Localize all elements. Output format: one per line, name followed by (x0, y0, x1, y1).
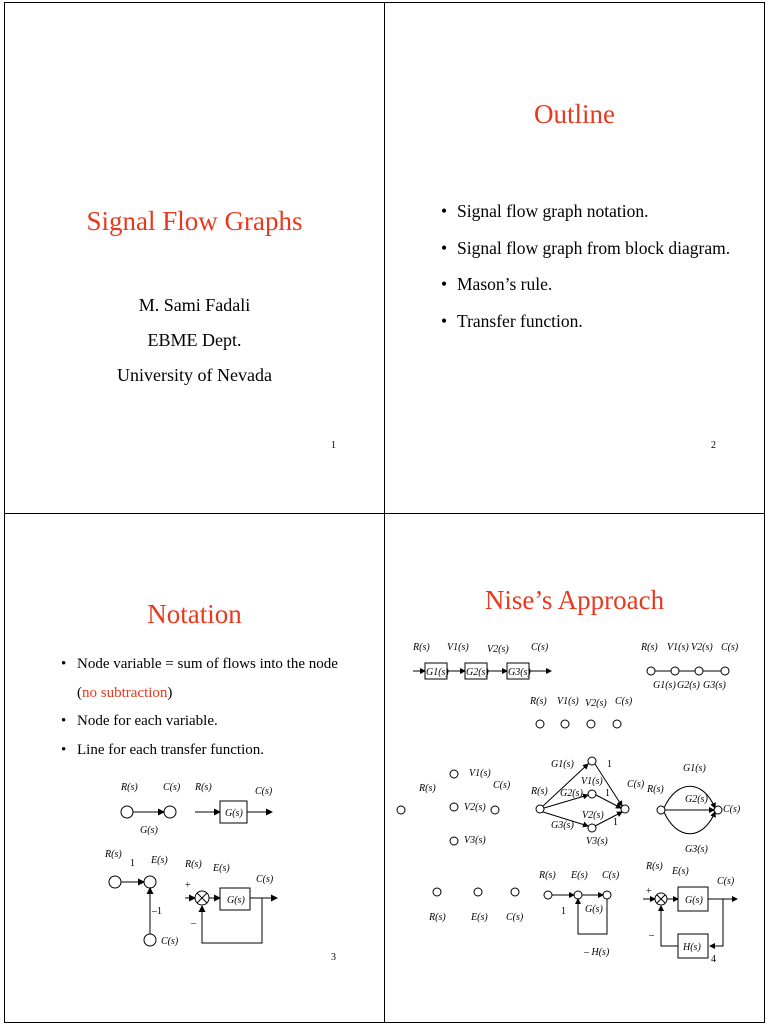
svg-text:G1(s): G1(s) (551, 759, 574, 770)
svg-text:C(s): C(s) (493, 780, 511, 791)
feedback-block-diagram (184, 859, 277, 943)
list-item: • Node variable = sum of flows into the node (no subtraction) (61, 650, 381, 707)
svg-text:G(s): G(s) (585, 904, 603, 915)
list-item: • Line for each transfer function. (61, 736, 381, 765)
node-e (144, 876, 156, 888)
list-item: • Transfer function. (441, 303, 730, 340)
slide-3 (4, 513, 385, 1023)
svg-text:R(s): R(s) (647, 784, 664, 795)
block-diagram-example (194, 782, 273, 823)
svg-text:1: 1 (605, 788, 610, 799)
bullet-icon: • (441, 237, 448, 258)
label-r: R(s) (121, 782, 138, 793)
svg-text:C(s): C(s) (615, 696, 633, 707)
svg-text:V2(s): V2(s) (464, 802, 486, 813)
svg-text:E(s): E(s) (471, 912, 488, 923)
svg-text:C(s): C(s) (506, 912, 524, 923)
label-minus-one: –1 (152, 906, 162, 917)
label-e: E(s) (151, 855, 168, 866)
slide-1-title: Signal Flow Graphs (86, 206, 303, 236)
slide-1 (4, 2, 385, 514)
label-g: G(s) (227, 895, 245, 906)
svg-text:G(s): G(s) (685, 895, 703, 906)
svg-text:G3(s): G3(s) (685, 844, 708, 855)
cascade-sfg (640, 642, 739, 691)
page-number: 2 (711, 440, 716, 451)
svg-text:– H(s): – H(s) (584, 947, 610, 958)
feedback-block-diagram (643, 861, 737, 958)
svg-text:R(s): R(s) (531, 786, 548, 797)
svg-text:R(s): R(s) (419, 783, 436, 794)
slide-4-title: Nise’s Approach (484, 585, 665, 615)
bullet-icon: • (441, 201, 448, 221)
svg-text:V2(s): V2(s) (582, 810, 604, 821)
bullet-icon: • (441, 274, 448, 294)
svg-text:V2(s): V2(s) (691, 642, 713, 653)
svg-text:G1(s): G1(s) (683, 763, 706, 774)
svg-text:C(s): C(s) (717, 876, 735, 887)
svg-text:1: 1 (561, 906, 566, 917)
label-e: E(s) (213, 863, 230, 874)
label-minus: – (191, 918, 196, 929)
svg-text:R(s): R(s) (413, 642, 430, 653)
label-g: G(s) (225, 808, 243, 819)
svg-text:V3(s): V3(s) (464, 835, 486, 846)
svg-text:V1(s): V1(s) (667, 642, 689, 653)
svg-text:R(s): R(s) (646, 861, 663, 872)
label-c: C(s) (163, 782, 181, 793)
svg-text:G3(s): G3(s) (508, 667, 531, 678)
svg-text:+: + (646, 886, 652, 897)
label-r: R(s) (195, 782, 212, 793)
parallel-nodes-only (397, 768, 511, 846)
bullet-icon: • (441, 310, 448, 331)
page-number: 4 (711, 954, 716, 965)
page-number: 3 (331, 952, 336, 963)
svg-text:C(s): C(s) (723, 804, 741, 815)
svg-text:G2(s): G2(s) (677, 680, 700, 691)
label-one: 1 (130, 858, 135, 869)
svg-text:1: 1 (607, 759, 612, 770)
cascade-block-diagram (412, 642, 551, 679)
svg-text:C(s): C(s) (721, 642, 739, 653)
svg-text:R(s): R(s) (429, 912, 446, 923)
slide-3-title: Notation (147, 599, 242, 629)
svg-text:G2(s): G2(s) (560, 788, 583, 799)
svg-text:V2(s): V2(s) (487, 644, 509, 655)
bullet-icon: • (61, 713, 67, 729)
label-r: R(s) (185, 859, 202, 870)
svg-text:V1(s): V1(s) (581, 776, 603, 787)
svg-text:R(s): R(s) (641, 642, 658, 653)
svg-text:C(s): C(s) (627, 779, 645, 790)
svg-text:V1(s): V1(s) (447, 642, 469, 653)
label-g: G(s) (140, 825, 158, 836)
list-item: • Signal flow graph from block diagram. (441, 230, 730, 267)
svg-text:G2(s): G2(s) (685, 794, 708, 805)
svg-text:–: – (649, 930, 654, 941)
slide-4 (384, 513, 765, 1023)
bullet-icon: • (61, 656, 67, 672)
svg-text:V1(s): V1(s) (469, 768, 491, 779)
notation-list (61, 650, 381, 764)
svg-text:R(s): R(s) (539, 870, 556, 881)
svg-text:R(s): R(s) (530, 696, 547, 707)
page-number: 1 (331, 440, 336, 451)
svg-text:E(s): E(s) (571, 870, 588, 881)
label-c: C(s) (161, 936, 179, 947)
node-r (109, 876, 121, 888)
parallel-sfg (530, 757, 645, 847)
svg-text:C(s): C(s) (531, 642, 549, 653)
bullet-icon: • (61, 741, 67, 758)
sfg-branch-diagram (120, 782, 181, 836)
svg-text:E(s): E(s) (672, 866, 689, 877)
svg-text:G2(s): G2(s) (466, 667, 489, 678)
svg-text:G3(s): G3(s) (703, 680, 726, 691)
svg-text:V3(s): V3(s) (586, 836, 608, 847)
svg-text:C(s): C(s) (602, 870, 620, 881)
outline-list (441, 193, 730, 339)
svg-text:G1(s): G1(s) (653, 680, 676, 691)
label-c: C(s) (256, 874, 274, 885)
author-university: University of Nevada (117, 365, 272, 385)
list-item: • Node for each variable. (61, 707, 381, 736)
no-subtraction-note: no subtraction (82, 684, 168, 701)
svg-text:1: 1 (613, 817, 618, 828)
slide-2 (384, 2, 765, 514)
svg-text:V1(s): V1(s) (557, 696, 579, 707)
feedback-sfg (104, 849, 179, 947)
node-c (144, 934, 156, 946)
author-name: M. Sami Fadali (138, 295, 251, 315)
notation-diagrams (5, 762, 384, 962)
node-c (164, 806, 176, 818)
nise-diagrams (385, 624, 764, 1024)
feedback-nodes-only (428, 888, 524, 923)
svg-text:V2(s): V2(s) (585, 698, 607, 709)
cascade-nodes-only (529, 696, 633, 728)
label-c: C(s) (255, 786, 273, 797)
list-item: • Mason’s rule. (441, 266, 730, 303)
svg-text:H(s): H(s) (683, 942, 701, 953)
feedback-sfg (538, 870, 620, 958)
svg-text:G3(s): G3(s) (551, 820, 574, 831)
parallel-sfg-simplified (646, 763, 741, 855)
label-r: R(s) (105, 849, 122, 860)
list-item: • Signal flow graph notation. (441, 193, 730, 230)
svg-text:G1(s): G1(s) (426, 667, 449, 678)
node-r (121, 806, 133, 818)
author-dept: EBME Dept. (147, 330, 242, 350)
slide-2-title: Outline (534, 99, 615, 129)
label-plus: + (185, 880, 191, 891)
